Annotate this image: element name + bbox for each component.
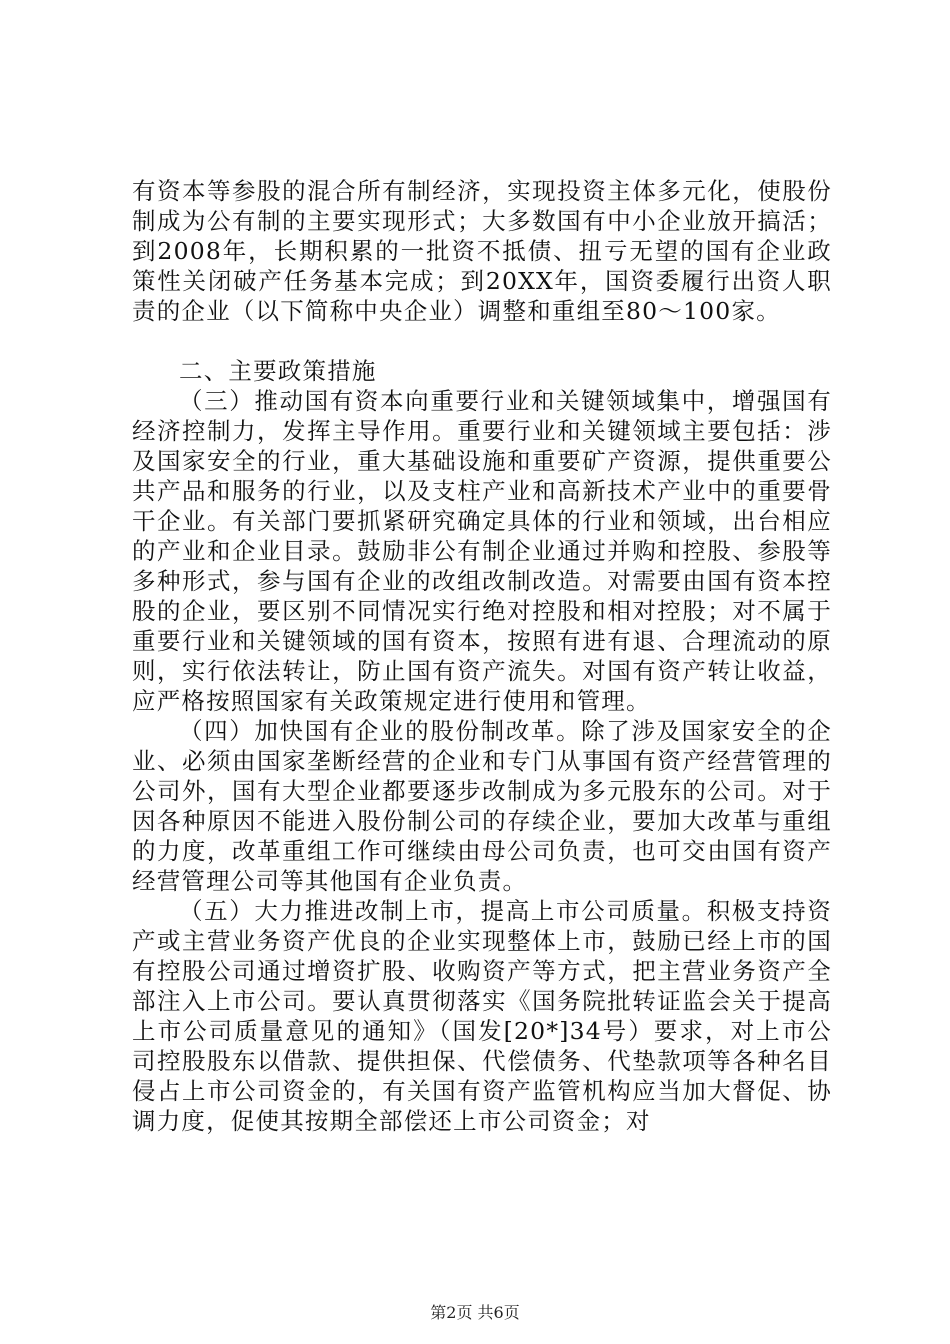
paragraph-5: （五）大力推进改制上市，提高上市公司质量。积极支持资产或主营业务资产优良的企业实现整体上市，鼓励已经上市的国有控股公司通过增资扩股、收购资产等方式，把主营业务资产全部注入上市公司。要认真贯彻落实《国务院批转证监会关于提高上市公司质量意见的通知》（国发[20*]34号）要求，对上市公司控股股东以借款、提供担保、代偿债务、代垫款项等各种名目侵占上市公司资金的，有关国有资产监管机构应当加大督促、协调力度，促使其按期全部偿还上市公司资金；对 (132, 897, 832, 1135)
page-footer: 第2页 共6页 (430, 1303, 520, 1322)
paragraph-3: （三）推动国有资本向重要行业和关键领域集中，增强国有经济控制力，发挥主导作用。重要行业和关键领域主要包括：涉及国家安全的行业，重大基础设施和重要矿产资源，提供重要公共产品和服务的行业，以及支柱产业和高新技术产业中的重要骨干企业。有关部门要抓紧研究确定具体的行业和领域，出台相应的产业和企业目录。鼓励非公有制企业通过并购和控股、参股等多种形式，参与国有企业的改组改制改造。对需要由国有资本控股的企业，要区别不同情况实行绝对控股和相对控股；对不属于重要行业和关键领域的国有资本，按照有进有退、合理流动的原则，实行依法转让，防止国有资产流失。对国有资产转让收益，应严格按照国家有关政策规定进行使用和管理。 (132, 387, 832, 715)
section-heading: 二、主要政策措施 (179, 357, 377, 385)
paragraph-continued: 有资本等参股的混合所有制经济，实现投资主体多元化，使股份制成为公有制的主要实现形式；大多数国有中小企业放开搞活；到2008年，长期积累的一批资不抵债、扭亏无望的国有企业政策性关闭破产任务基本完成；到20XX年，国资委履行出资人职责的企业（以下简称中央企业）调整和重组至80～100家。 (132, 177, 832, 325)
document-body (132, 176, 832, 1136)
paragraph-4: （四）加快国有企业的股份制改革。除了涉及国家安全的企业、必须由国家垄断经营的企业和专门从事国有资产经营管理的公司外，国有大型企业都要逐步改制成为多元股东的公司。对于因各种原因不能进入股份制公司的存续企业，要加大改革与重组的力度，改革重组工作可继续由母公司负责，也可交由国有资产经营管理公司等其他国有企业负责。 (132, 717, 832, 895)
